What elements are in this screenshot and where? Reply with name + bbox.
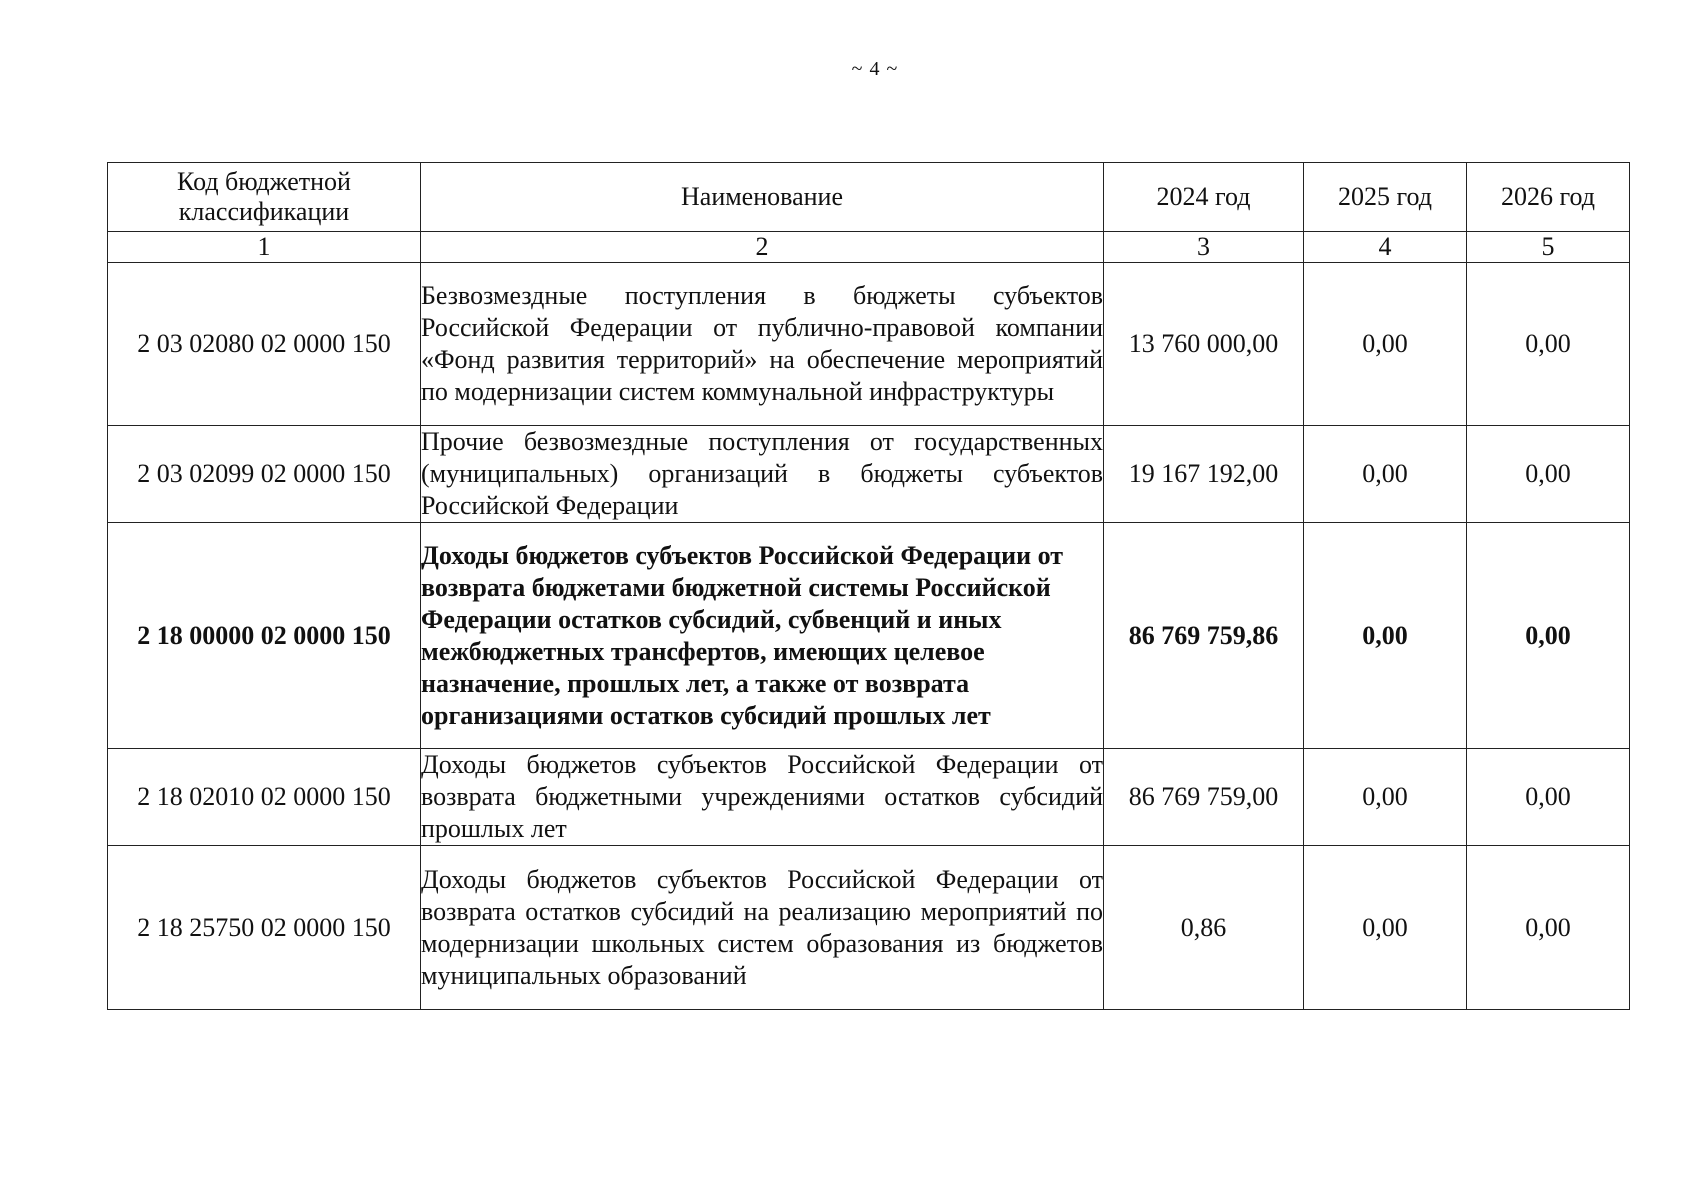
budget-code: 2 18 02010 02 0000 150 [108, 749, 421, 846]
amount-2026: 0,00 [1467, 523, 1630, 749]
column-number-row [108, 232, 1630, 263]
amount-2024: 13 760 000,00 [1104, 263, 1304, 426]
amount-2026: 0,00 [1467, 846, 1630, 1010]
item-name: Доходы бюджетов субъектов Российской Федерации от возврата бюджетными учреждениями остатков субсидий прошлых лет [421, 749, 1104, 846]
amount-2026: 0,00 [1467, 749, 1630, 846]
header-row [108, 163, 1630, 232]
item-name: Прочие безвозмездные поступления от государственных (муниципальных) организаций в бюджеты субъектов Российской Федерации [421, 426, 1104, 523]
table-row [108, 846, 1630, 1010]
item-name: Доходы бюджетов субъектов Российской Федерации от возврата остатков субсидий на реализацию мероприятий по модернизации школьных систем образования из бюджетов муниципальных образований [421, 846, 1104, 1010]
amount-2024: 19 167 192,00 [1104, 426, 1304, 523]
column-number: 2 [421, 232, 1104, 263]
page-number: ~ 4 ~ [851, 58, 899, 80]
header-year-2025: 2025 год [1304, 163, 1467, 232]
budget-code: 2 03 02080 02 0000 150 [108, 263, 421, 426]
budget-code: 2 18 00000 02 0000 150 [108, 523, 421, 749]
budget-code: 2 18 25750 02 0000 150 [108, 846, 421, 1010]
header-name: Наименование [421, 163, 1104, 232]
amount-2024: 86 769 759,86 [1104, 523, 1304, 749]
amount-2026: 0,00 [1467, 426, 1630, 523]
column-number: 3 [1104, 232, 1304, 263]
amount-2024: 0,86 [1104, 846, 1304, 1010]
header-year-2026: 2026 год [1467, 163, 1630, 232]
amount-2026: 0,00 [1467, 263, 1630, 426]
item-name: Безвозмездные поступления в бюджеты субъектов Российской Федерации от публично-правовой компании «Фонд развития территорий» на обеспечение мероприятий по модернизации систем коммунальной инфраструктуры [421, 263, 1104, 426]
budget-code: 2 03 02099 02 0000 150 [108, 426, 421, 523]
table-row [108, 426, 1630, 523]
header-year-2024: 2024 год [1104, 163, 1304, 232]
amount-2025: 0,00 [1304, 749, 1467, 846]
column-number: 1 [108, 232, 421, 263]
budget-revenue-table [107, 162, 1630, 1010]
amount-2025: 0,00 [1304, 846, 1467, 1010]
column-number: 4 [1304, 232, 1467, 263]
table-row [108, 749, 1630, 846]
amount-2025: 0,00 [1304, 263, 1467, 426]
item-name: Доходы бюджетов субъектов Российской Федерации от возврата бюджетами бюджетной системы Российской Федерации остатков субсидий, субвенций и иных межбюджетных трансфертов, имеющих целевое назначение, прошлых лет, а также от возврата организациями остатков субсидий прошлых лет [421, 523, 1104, 749]
header-code: Код бюджетной классификации [108, 163, 421, 232]
table-row-total [108, 523, 1630, 749]
amount-2025: 0,00 [1304, 523, 1467, 749]
amount-2025: 0,00 [1304, 426, 1467, 523]
table-row [108, 263, 1630, 426]
column-number: 5 [1467, 232, 1630, 263]
amount-2024: 86 769 759,00 [1104, 749, 1304, 846]
